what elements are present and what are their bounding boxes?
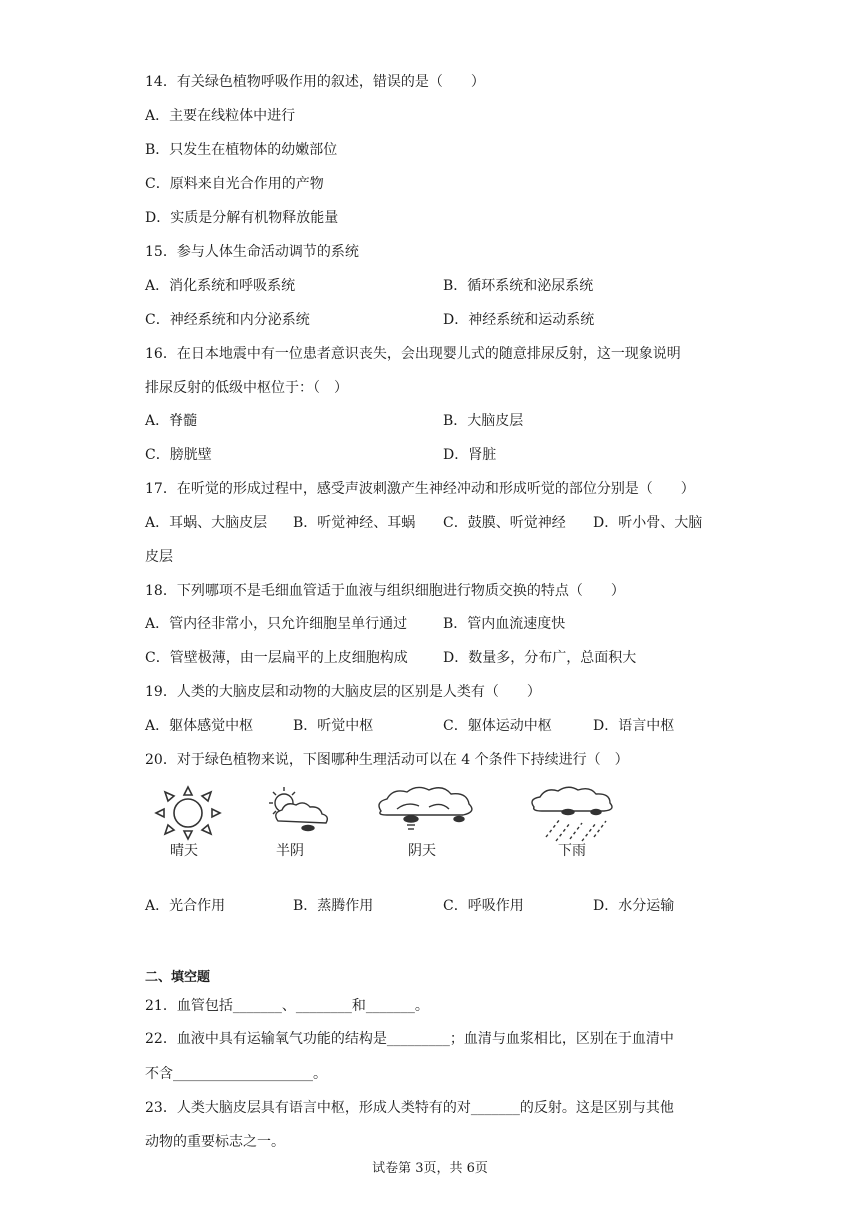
q21-stem: 21．血管包括_______、________和_______。 — [145, 998, 429, 1014]
weather-label-sunny: 晴天 — [170, 843, 198, 859]
q15-stem: 15．参与人体生命活动调节的系统 — [145, 244, 359, 260]
weather-label-rain: 下雨 — [558, 843, 586, 859]
q19-option-b: B．听觉中枢 — [293, 718, 374, 734]
q16-option-a: A．脊髓 — [145, 413, 198, 429]
q17-option-b: B．听觉神经、耳蜗 — [293, 515, 416, 531]
q14-option-d: D．实质是分解有机物释放能量 — [145, 210, 339, 226]
page-footer: 试卷第 3页，共 6页 — [372, 1161, 488, 1176]
q17-option-d-cont: 皮层 — [145, 549, 173, 565]
q17-stem: 17．在听觉的形成过程中，感受声波刺激产生神经冲动和形成听觉的部位分别是（ ） — [145, 481, 695, 497]
q15-option-d: D．神经系统和运动系统 — [443, 312, 595, 328]
q20-option-a: A．光合作用 — [145, 898, 226, 914]
q22-line2: 不含____________________。 — [145, 1066, 327, 1082]
q22-line1: 22．血液中具有运输氧气功能的结构是_________；血清与血浆相比，区别在于血清中 — [145, 1031, 674, 1047]
q14-option-a: A．主要在线粒体中进行 — [145, 108, 296, 124]
q14-option-c: C．原料来自光合作用的产物 — [145, 176, 324, 192]
q19-option-d: D．语言中枢 — [593, 718, 675, 734]
q20-option-c: C．呼吸作用 — [443, 898, 524, 914]
rain-icon — [526, 785, 616, 845]
q20-option-b: B．蒸腾作用 — [293, 898, 374, 914]
q23-line2: 动物的重要标志之一。 — [145, 1134, 285, 1150]
q14-option-b: B．只发生在植物体的幼嫩部位 — [145, 142, 338, 158]
q17-option-c: C．鼓膜、听觉神经 — [443, 515, 566, 531]
q15-option-c: C．神经系统和内分泌系统 — [145, 312, 310, 328]
q16-stem-line1: 16．在日本地震中有一位患者意识丧失，会出现婴儿式的随意排尿反射，这一现象说明 — [145, 346, 681, 362]
q19-stem: 19．人类的大脑皮层和动物的大脑皮层的区别是人类有（ ） — [145, 684, 541, 700]
weather-label-cloudy: 阴天 — [408, 843, 436, 859]
q14-stem: 14．有关绿色植物呼吸作用的叙述，错误的是（ ） — [145, 74, 485, 90]
q18-option-d: D．数量多，分布广，总面积大 — [443, 650, 637, 666]
q16-stem-line2: 排尿反射的低级中枢位于：（ ） — [145, 380, 348, 396]
q16-option-c: C．膀胱壁 — [145, 447, 212, 463]
partly-cloudy-icon — [258, 785, 338, 835]
q16-option-b: B．大脑皮层 — [443, 413, 524, 429]
q19-option-c: C．躯体运动中枢 — [443, 718, 552, 734]
q16-option-d: D．肾脏 — [443, 447, 497, 463]
cloudy-icon — [373, 785, 483, 835]
sun-icon — [152, 785, 224, 841]
q20-stem: 20．对于绿色植物来说，下图哪种生理活动可以在 4 个条件下持续进行（ ） — [145, 752, 629, 768]
q20-option-d: D．水分运输 — [593, 898, 675, 914]
q18-option-a: A．管内径非常小，只允许细胞呈单行通过 — [145, 616, 408, 632]
section-title-fill-in: 二、填空题 — [145, 970, 211, 985]
q15-option-a: A．消化系统和呼吸系统 — [145, 278, 296, 294]
q19-option-a: A．躯体感觉中枢 — [145, 718, 254, 734]
q23-line1: 23．人类大脑皮层具有语言中枢，形成人类特有的对_______的反射。这是区别与其他 — [145, 1100, 674, 1116]
q17-option-d: D．听小骨、大脑 — [593, 515, 703, 531]
q18-option-c: C．管壁极薄，由一层扁平的上皮细胞构成 — [145, 650, 408, 666]
q18-stem: 18．下列哪项不是毛细血管适于血液与组织细胞进行物质交换的特点（ ） — [145, 583, 625, 599]
q17-option-a: A．耳蜗、大脑皮层 — [145, 515, 268, 531]
q18-option-b: B．管内血流速度快 — [443, 616, 566, 632]
q15-option-b: B．循环系统和泌尿系统 — [443, 278, 594, 294]
weather-label-partly-cloudy: 半阴 — [276, 843, 304, 859]
